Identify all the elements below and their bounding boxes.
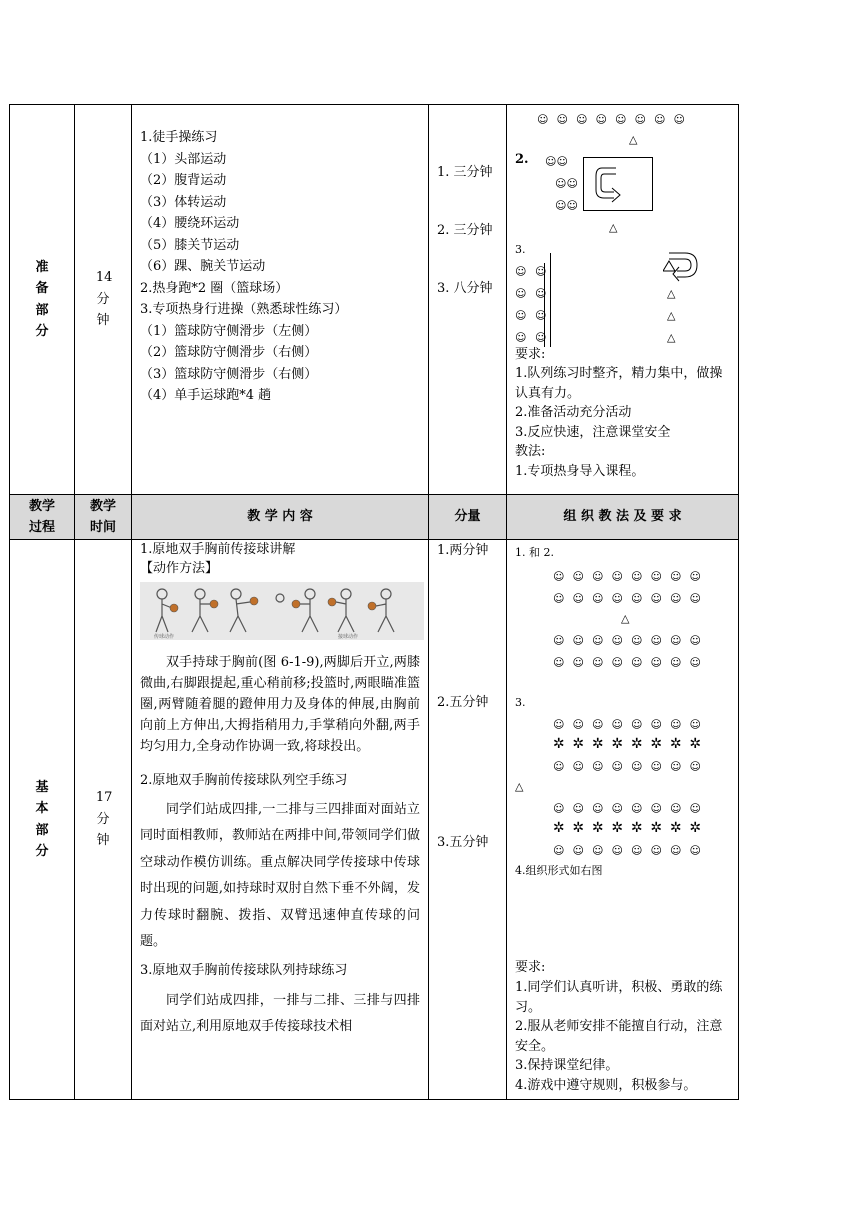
basic-time xyxy=(75,540,132,1100)
basic-paragraph-2: 同学们站成四排,一二排与三四排面对面站立同时面相教师，教师站在两排中间,带领同学们做空球动作模仿训练。重点解决同学传接球中传球时出现的问题,如持球时双肘自然下垂不外阔，发力传球时翻腕、拨指、双臂迅速伸直传球的问题。 xyxy=(140,801,420,949)
prep-content-line: （2）篮球防守侧滑步（右侧） xyxy=(140,345,318,360)
student-icon: ☺ xyxy=(535,265,547,278)
chest-pass-illustration xyxy=(140,582,424,640)
prep-section-label xyxy=(10,105,75,495)
prep-time xyxy=(75,105,132,495)
basic-method-label: 【动作方法】 xyxy=(140,561,219,576)
student-icon: ☺ xyxy=(535,331,547,344)
prep-content-line: （3）篮球防守侧滑步（右侧） xyxy=(140,366,318,382)
basic-title-3: 3.原地双手胸前传接球队列持球练习 xyxy=(140,962,348,978)
basic-formation-diagrams xyxy=(515,540,732,958)
basic-ball-row: ✲ ✲ ✲ ✲ ✲ ✲ ✲ ✲ xyxy=(552,736,702,752)
u-turn-arrow-icon xyxy=(663,249,703,285)
prep-requirement: 2.准备活动充分活动 xyxy=(515,405,632,420)
cone-triangle-icon: △ xyxy=(667,309,676,322)
teacher-triangle-icon: △ xyxy=(609,221,618,234)
prep-dose-2: 2. 三分钟 xyxy=(437,223,493,238)
student-icon: ☺ xyxy=(515,309,527,322)
prep-dose-1: 1. 三分钟 xyxy=(437,165,493,180)
lane-line xyxy=(550,253,551,347)
court-rectangle xyxy=(583,157,653,211)
prep-content-line: （6）踝、腕关节运动 xyxy=(140,259,266,274)
basic-title-1: 1.原地双手胸前传接球讲解 xyxy=(140,542,296,557)
student-icon: ☺ xyxy=(515,265,527,278)
prep-content-line: （1）篮球防守侧滑步（左侧） xyxy=(140,323,318,339)
basic-section-label xyxy=(10,540,75,1100)
prep-content-line: （5）膝关节运动 xyxy=(140,237,240,253)
student-icon: ☺ xyxy=(515,287,527,300)
prep-content-line: （2）腹背运动 xyxy=(140,173,227,188)
prep-dose xyxy=(429,105,507,495)
header-dose: 分量 xyxy=(429,495,507,540)
basic-organization xyxy=(507,540,739,1100)
basic-student-row: ☺ ☺ ☺ ☺ ☺ ☺ ☺ ☺ xyxy=(553,656,701,669)
basic-row xyxy=(10,540,739,1100)
basic-paragraph-3: 同学们站成四排，一排与二排、三排与四排面对站立,利用原地双手传接球技术相 xyxy=(140,992,420,1034)
basic-student-row: ☺ ☺ ☺ ☺ ☺ ☺ ☺ ☺ xyxy=(553,592,701,605)
basic-time-text: 17分钟 xyxy=(95,790,113,849)
basic-dose-2: 2.五分钟 xyxy=(437,695,489,710)
prep-method-title: 教法: xyxy=(515,444,546,459)
basic-requirement: 4.游戏中遵守规则，积极参与。 xyxy=(515,1077,697,1093)
prep-dose-3: 3. 八分钟 xyxy=(437,281,493,296)
basic-ball-row: ✲ ✲ ✲ ✲ ✲ ✲ ✲ ✲ xyxy=(552,820,702,836)
prep-content-line: 2.热身跑*2 圈（篮球场） xyxy=(140,280,289,296)
basic-req-title: 要求: xyxy=(515,960,546,975)
basic-diagram-label-12: 1. 和 2. xyxy=(515,546,554,559)
prep-student-pair: ☺☺ xyxy=(545,155,568,168)
basic-dose-1: 1.两分钟 xyxy=(437,543,489,558)
prep-diagram-label-3: 3. xyxy=(515,243,526,256)
teacher-triangle-icon: △ xyxy=(515,780,524,793)
basic-section-text: 基本部分 xyxy=(35,779,49,859)
header-process: 教学过程 xyxy=(10,495,75,540)
teacher-triangle-icon: △ xyxy=(629,133,638,146)
basic-dose xyxy=(429,540,507,1100)
basic-diagram-label-4: 4.组织形式如右图 xyxy=(515,864,603,877)
prep-student-pair: ☺☺ xyxy=(555,177,578,190)
prep-content-line: 3.专项热身行进操（熟悉球性练习） xyxy=(140,302,348,317)
prep-organization xyxy=(507,105,739,495)
basic-dose-3: 3.五分钟 xyxy=(437,835,489,850)
prep-content-line: （1）头部运动 xyxy=(140,151,227,167)
basic-title-2: 2.原地双手胸前传接球队列空手练习 xyxy=(140,772,348,788)
prep-content-line: （3）体转运动 xyxy=(140,194,227,210)
prep-content xyxy=(132,105,429,495)
prep-content-line: （4）腰绕环运动 xyxy=(140,216,240,231)
basic-student-row: ☺ ☺ ☺ ☺ ☺ ☺ ☺ ☺ xyxy=(553,718,701,731)
prep-student-pair: ☺☺ xyxy=(555,199,578,212)
prep-student-row: ☺ ☺ ☺ ☺ ☺ ☺ ☺ ☺ xyxy=(537,113,685,126)
prep-diagram-label-2: 2. xyxy=(515,152,529,167)
cone-triangle-icon: △ xyxy=(667,287,676,300)
basic-requirement: 3.保持课堂纪律。 xyxy=(515,1058,619,1073)
student-icon: ☺ xyxy=(515,331,527,344)
basic-diagram-label-3: 3. xyxy=(515,696,526,709)
basic-student-row: ☺ ☺ ☺ ☺ ☺ ☺ ☺ ☺ xyxy=(553,634,701,647)
basic-requirement: 1.同学们认真听讲，积极、勇敢的练习。 xyxy=(515,980,723,1015)
basic-requirement: 2.服从老师安排不能擅自行动，注意安全。 xyxy=(515,1019,723,1054)
basic-content xyxy=(132,540,429,1100)
prep-requirement: 3.反应快速，注意课堂安全 xyxy=(515,424,671,440)
header-time: 教学时间 xyxy=(75,495,132,540)
cone-triangle-icon: △ xyxy=(667,331,676,344)
prep-formation-diagrams xyxy=(515,105,732,345)
basic-student-row: ☺ ☺ ☺ ☺ ☺ ☺ ☺ ☺ xyxy=(553,570,701,583)
curved-arrow-icon xyxy=(594,164,624,204)
prep-content-line: （4）单手运球跑*4 趟 xyxy=(140,388,272,403)
header-organization: 组 织 教 法 及 要 求 xyxy=(507,495,739,540)
basic-student-row: ☺ ☺ ☺ ☺ ☺ ☺ ☺ ☺ xyxy=(553,802,701,815)
photo-caption-left: 传球动作 xyxy=(154,634,175,640)
prep-row xyxy=(10,105,739,495)
basic-student-row: ☺ ☺ ☺ ☺ ☺ ☺ ☺ ☺ xyxy=(553,760,701,773)
prep-section-text: 准备部分 xyxy=(35,259,49,339)
teacher-triangle-icon: △ xyxy=(621,612,630,625)
student-icon: ☺ xyxy=(535,287,547,300)
student-icon: ☺ xyxy=(535,309,547,322)
table-header-row xyxy=(10,495,739,540)
prep-requirement: 1.队列练习时整齐，精力集中，做操认真有力。 xyxy=(515,366,723,401)
photo-caption-right: 接球动作 xyxy=(338,634,359,640)
prep-time-text: 14分钟 xyxy=(95,270,113,329)
basic-paragraph-1: 双手持球于胸前(图 6-1-9),两脚后开立,两膝微曲,右脚跟提起,重心稍前移;投篮时,两眼瞄准篮圈,两臂随着腿的蹬伸用力及身体的伸展,由胸前向前上方伸出,大拇指稍用力,手掌稍向外翻,两手均匀用力,全身动作协调一致,将球投出。 xyxy=(140,654,420,754)
lesson-plan-table xyxy=(9,104,739,1100)
prep-req-title: 要求: xyxy=(515,347,546,362)
header-content: 教 学 内 容 xyxy=(132,495,429,540)
prep-method: 1.专项热身导入课程。 xyxy=(515,463,645,479)
basic-student-row: ☺ ☺ ☺ ☺ ☺ ☺ ☺ ☺ xyxy=(553,844,701,857)
prep-content-line: 1.徒手操练习 xyxy=(140,130,218,145)
